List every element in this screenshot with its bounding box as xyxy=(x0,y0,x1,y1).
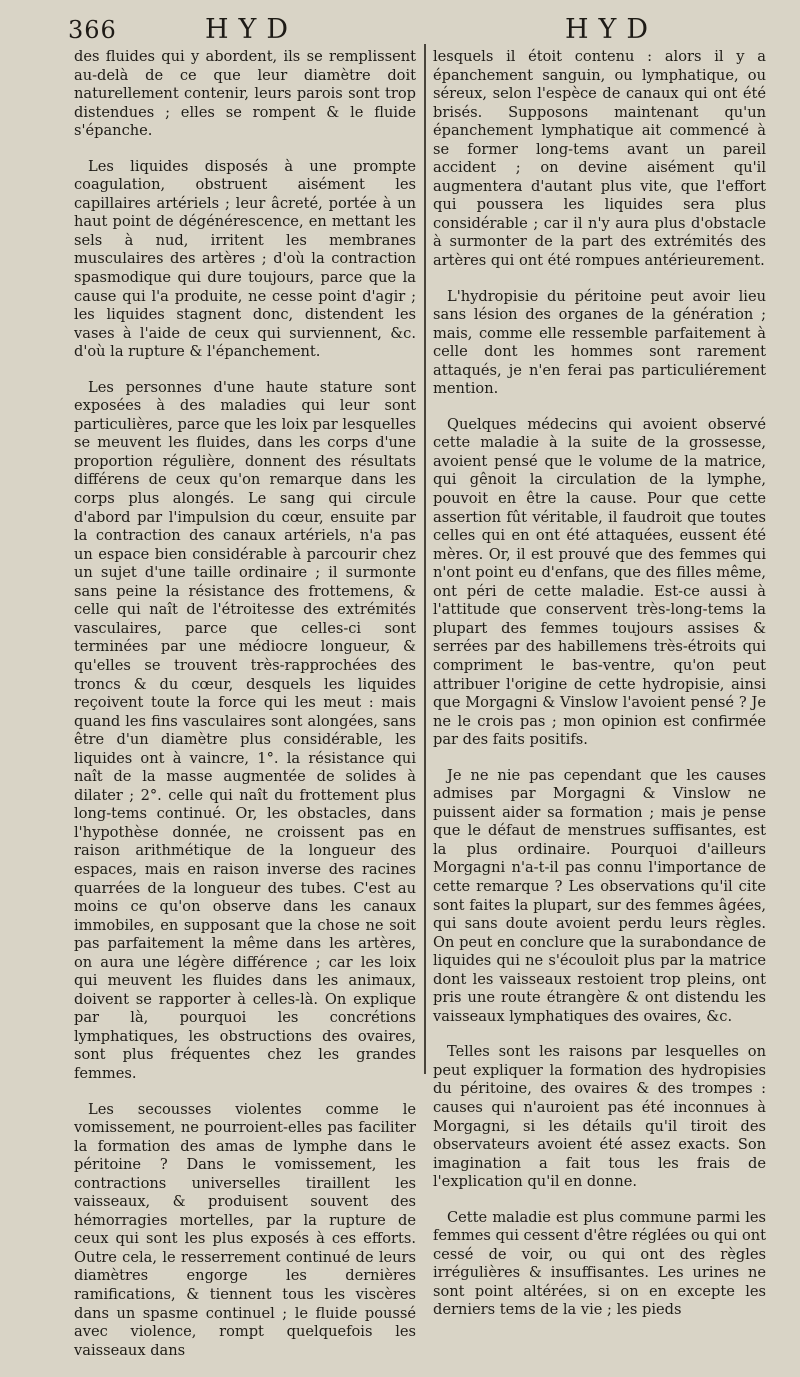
paragraph: Les secousses violentes comme le vomissement, ne pourroient-elles pas faciliter la formation des amas de lymphe dans le péritoine ? Dans le vomissement, les contractions universelles tiraillent les vaisseaux, & produisent souvent des hémorragies mortelles, par la rupture de ceux qui sont les plus exposés à ces efforts. Outre cela, le resserrement continué de leurs diamètres engorge les dernières ramifications, & tiennent tous les viscères dans un spasme continuel ; le fluide poussé avec violence, rompt quelquefois les vaisseaux dans xyxy=(74,1100,416,1359)
running-head-left: HYD xyxy=(205,14,299,45)
paragraph: L'hydropisie du péritoine peut avoir lieu sans lésion des organes de la génération ; mais, comme elle ressemble parfaitement à celle dont les hommes sont rarement attaqués, je n'en ferai pas particuliérement mention. xyxy=(433,287,766,398)
page-number: 366 xyxy=(68,16,117,44)
paragraph: Cette maladie est plus commune parmi les femmes qui cessent d'être réglées ou qui ont cessé de voir, ou qui ont des règles irrégulières & insuffisantes. Les urines ne sont point altérées, si on en excepte les derniers tems de la vie ; les pieds xyxy=(433,1208,766,1319)
paragraph: lesquels il étoit contenu : alors il y a épanchement sanguin, ou lymphatique, ou séreux, selon l'espèce de canaux qui ont été brisés. Supposons maintenant qu'un épanchement lymphatique ait commencé à se former long-tems avant un pareil accident ; on devine aisément qu'il augmentera d'autant plus vite, que l'effort qui poussera les liquides sera plus considérable ; car il n'y aura plus d'obstacle à surmonter de la part des extrémités des artères qui ont été rompues antérieurement. xyxy=(433,48,766,270)
paragraph: Les personnes d'une haute stature sont exposées à des maladies qui leur sont particulières, parce que les loix par lesquelles se meuvent les fluides, dans les corps d'une proportion régulière, donnent des résultats différens de ceux qu'on remarque dans les corps plus alongés. Le sang qui circule d'abord par l'impulsion du cœur, ensuite par la contraction des canaux artériels, n'a pas un espace bien considérable à parcourir chez un sujet d'une taille ordinaire ; il surmonte sans peine la résistance des frottemens, & celle qui naît de l'étroitesse des extrémités vasculaires, parce que celles-ci sont terminées par une médiocre longueur, & qu'elles se trouvent très-rapprochées des troncs & du cœur, desquels les liquides reçoivent toute la force qui les meut : mais quand les fins vasculaires sont alongées, sans être d'un diamètre plus considérable, les liquides ont à vaincre, 1°. la résistance qui naît de la masse augmentée de solides à dilater ; 2°. celle qui naît du frottement plus long-tems continué. Or, les obstacles, dans l'hypothèse donnée, ne croissent pas en raison arithmétique de la longueur des espaces, mais en raison inverse des racines quarrées de la longueur des tubes. C'est au moins ce qu'on observe dans les canaux immobiles, en supposant que la chose ne soit pas parfaitement la même dans les artères, on aura une légère différence ; car les loix qui meuvent les fluides dans les animaux, doivent se rapporter à celles-là. On explique par là, pourquoi les concrétions lymphatiques, les obstructions des ovaires, sont plus fréquentes chez les grandes femmes. xyxy=(74,378,416,1082)
left-column xyxy=(74,48,416,1377)
paragraph: Telles sont les raisons par lesquelles on peut expliquer la formation des hydropisies du péritoine, des ovaires & des trompes : causes qui n'auroient pas été inconnues à Morgagni, si les détails qu'il tiroit des observateurs avoient été assez exacts. Son imagination a fait tous les frais de l'explication qu'il en donne. xyxy=(433,1043,766,1191)
page-header xyxy=(0,14,800,48)
paragraph: Les liquides disposés à une prompte coagulation, obstruent aisément les capillaires artériels ; leur âcreté, portée à un haut point de dégénérescence, en mettant les sels à nud, irritent les membranes musculaires des artères ; d'où la contraction spasmodique qui dure toujours, parce que la cause qui l'a produite, ne cesse point d'agir ; les liquides stagnent donc, distendent les vases à l'aide de ceux qui surviennent, &c. d'où la rupture & l'épanchement. xyxy=(74,157,416,361)
paragraph: Je ne nie pas cependant que les causes admises par Morgagni & Vinslow ne puissent aider sa formation ; mais je pense que le défaut de menstrues suffisantes, est la plus ordinaire. Pourquoi d'ailleurs Morgagni n'a-t-il pas connu l'importance de cette remarque ? Les observations qu'il cite sont faites la plupart, sur des femmes âgées, qui sans doute avoient perdu leurs règles. On peut en conclure que la surabondance de liquides qui ne s'écouloit plus par la matrice dont les vaisseaux restoient trop pleins, ont pris une route étrangère & ont distendu les vaisseaux lymphatiques des ovaires, &c. xyxy=(433,766,766,1025)
paragraph: Quelques médecins qui avoient observé cette maladie à la suite de la grossesse, avoient pensé que le volume de la matrice, qui gênoit la circulation de la lymphe, pouvoit en être la cause. Pour que cette assertion fût véritable, il faudroit que toutes celles qui en ont été attaquées, eussent été mères. Or, il est prouvé que des femmes qui n'ont point eu d'enfans, que des filles même, ont péri de cette maladie. Est-ce aussi à l'attitude que conservent très-long-tems la plupart des femmes toujours assises & serrées par des habillemens très-étroits qui compriment le bas-ventre, qu'on peut attribuer l'origine de cette hydropisie, ainsi que Morgagni & Vinslow l'avoient pensé ? Je ne le crois pas ; mon opinion est confirmée par des faits positifs. xyxy=(433,415,766,749)
right-column xyxy=(433,48,766,1337)
paragraph: des fluides qui y abordent, ils se remplissent au-delà de ce que leur diamètre doit naturellement contenir, leurs parois sont trop distendues ; elles se rompent & le fluide s'épanche. xyxy=(74,48,416,140)
running-head-right: HYD xyxy=(565,14,659,45)
column-divider xyxy=(424,44,426,1074)
